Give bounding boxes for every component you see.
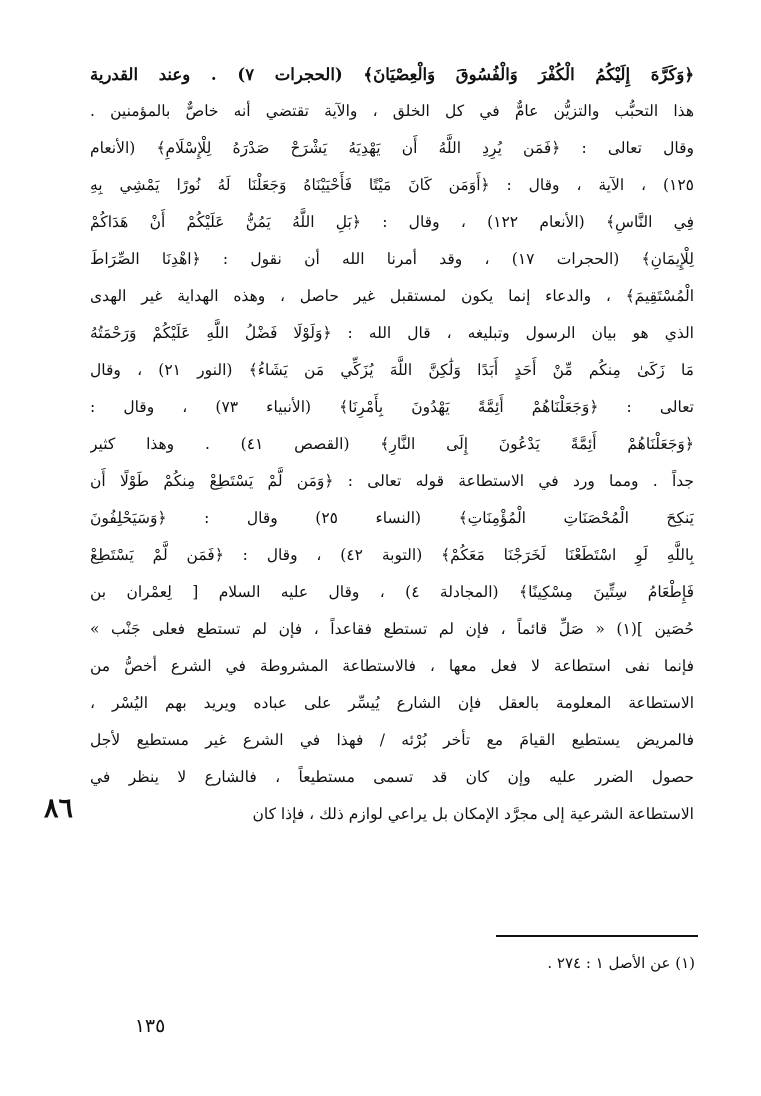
text-line: الْمُسْتَقِيمَ﴾ ، والدعاء إنما يكون لمستقبل غير حاصل ، وهذه الهداية غير الهدى bbox=[90, 287, 694, 305]
text-line: هذا التحبُّب والتزيُّن عامٌّ في كل الخلق ، والآية تقتضي أنه خاصٌّ بالمؤمنين . bbox=[90, 102, 694, 120]
text-line: لِلْإِيمَانِ﴾ (الحجرات ١٧) ، وقد أمرنا الله أن نقول : ﴿اهْدِنَا الصِّرَاطَ bbox=[90, 250, 694, 268]
text-line: الذي هو بيان الرسول وتبليغه ، قال الله : ﴿وَلَوْلَا فَضْلُ اللَّهِ عَلَيْكُمْ وَرَحْمَتُهُ bbox=[90, 324, 694, 342]
text-line: فالمريض يستطيع القيامَ مع تأخر بُرْئه / فهذا في الشرع غير مستطيع لأجل bbox=[90, 731, 694, 749]
manuscript-folio-number: ٨٦ bbox=[44, 793, 74, 824]
text-line: مَا زَكَىٰ مِنكُم مِّنْ أَحَدٍ أَبَدًا وَلَٰكِنَّ اللَّهَ يُزَكِّي مَن يَشَاءُ﴾ (النور ٢١) ، وقال bbox=[90, 361, 694, 379]
text-line: حصول الضرر عليه وإن كان قد تسمى مستطيعاً ، فالشارع لا ينظر في bbox=[90, 768, 694, 786]
text-line: يَنكِحَ الْمُحْصَنَاتِ الْمُؤْمِنَاتِ﴾ (النساء ٢٥) وقال : ﴿وَسَيَحْلِفُونَ bbox=[90, 509, 694, 527]
text-line: تعالى : ﴿وَجَعَلْنَاهُمْ أَئِمَّةً يَهْدُونَ بِأَمْرِنَا﴾ (الأنبياء ٧٣) ، وقال : bbox=[90, 398, 694, 416]
page-number: ١٣٥ bbox=[134, 1015, 166, 1037]
text-line: حُصَين ](١) « صَلِّ قائماً ، فإن لم تستطع فقاعداً ، فإن لم تستطع فعلى جَنْب » bbox=[90, 620, 694, 638]
text-line: ١٢٥) ، الآية ، وقال : ﴿أَوَمَن كَانَ مَيْتًا فَأَحْيَيْنَاهُ وَجَعَلْنَا لَهُ نُورًا يَمْشِي بِهِ bbox=[90, 176, 694, 194]
text-line: ﴿وَجَعَلْنَاهُمْ أَئِمَّةً يَدْعُونَ إِلَى النَّارِ﴾ (القصص ٤١) . وهذا كثير bbox=[90, 435, 694, 453]
footnote-divider bbox=[496, 935, 698, 937]
text-line: الاستطاعة المعلومة بالعقل فإن الشارع يُيسِّر على عباده ويريد بهم اليُسْر ، bbox=[90, 694, 694, 712]
text-line: جداً . ومما ورد في الاستطاعة قوله تعالى : ﴿وَمَن لَّمْ يَسْتَطِعْ مِنكُمْ طَوْلًا أَن bbox=[90, 472, 694, 490]
footnote: (١) عن الأصل ١ : ٢٧٤ . bbox=[547, 954, 695, 972]
text-line: بِاللَّهِ لَوِ اسْتَطَعْنَا لَخَرَجْنَا مَعَكُمْ﴾ (التوبة ٤٢) ، وقال : ﴿فَمَن لَّمْ يَسْتَطِعْ bbox=[90, 546, 694, 564]
text-line: فإنما نفى استطاعة لا فعل معها ، فالاستطاعة المشروطة في الشرع أخصُّ من bbox=[90, 657, 694, 675]
text-line: وقال تعالى : ﴿فَمَن يُرِدِ اللَّهُ أَن يَهْدِيَهُ يَشْرَحْ صَدْرَهُ لِلْإِسْلَامِ﴾ (الأنعام bbox=[90, 139, 694, 157]
text-line: فَإِطْعَامُ سِتِّينَ مِسْكِينًا﴾ (المجادلة ٤) ، وقال عليه السلام [ لِعمْران بن bbox=[90, 583, 694, 601]
text-line: الاستطاعة الشرعية إلى مجرَّد الإمكان بل يراعي لوازم ذلك ، فإذا كان bbox=[252, 805, 694, 823]
text-line: فِي النَّاسِ﴾ (الأنعام ١٢٢) ، وقال : ﴿بَلِ اللَّهُ يَمُنُّ عَلَيْكُمْ أَنْ هَدَاكُمْ bbox=[90, 213, 694, 231]
main-text bbox=[90, 56, 694, 833]
text-line: ﴿وَكَرَّهَ إِلَيْكُمُ الْكُفْرَ وَالْفُسُوقَ وَالْعِصْيَانَ﴾ (الحجرات ٧) . وعند القدرية bbox=[90, 65, 694, 84]
